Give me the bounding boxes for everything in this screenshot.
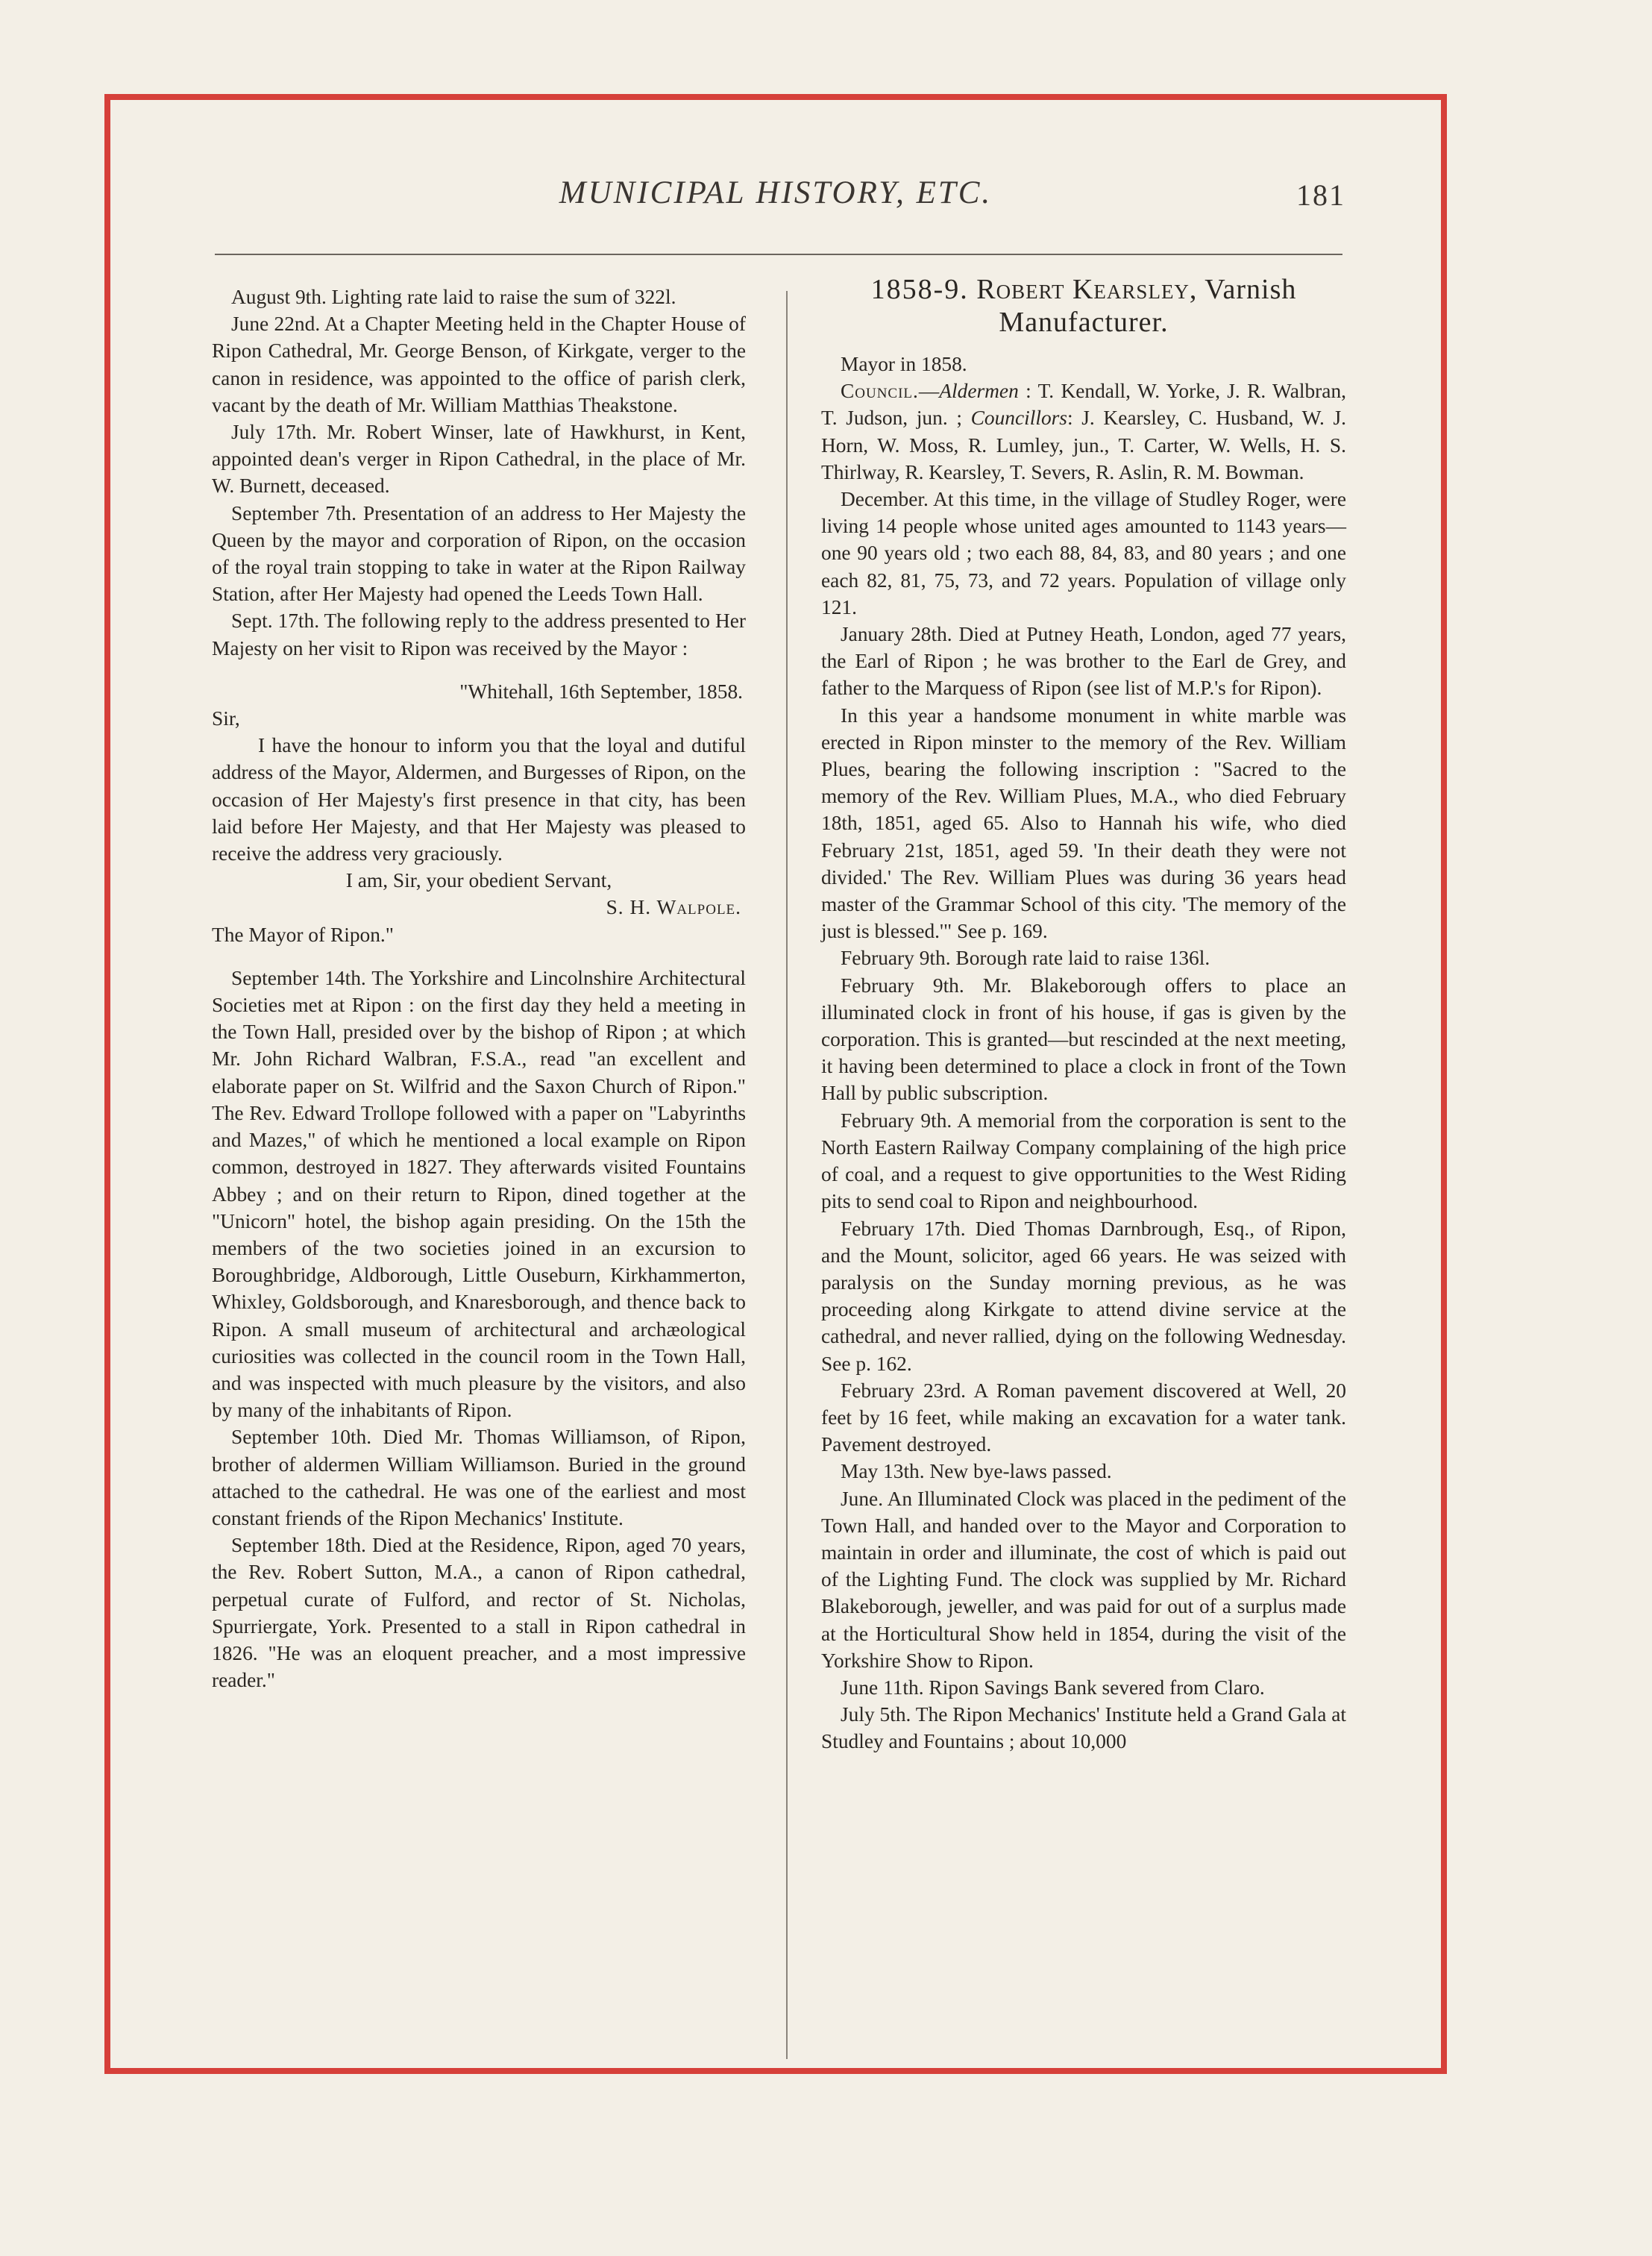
aldermen-label: Aldermen [939, 380, 1019, 403]
spacer [212, 662, 746, 678]
paragraph-february-9-clock: February 9th. Mr. Blakeborough offers to place an illuminated clock in front of his house, if gas is given by the corporation. This is granted—but rescinded at the next meeting, it having been determined to place a clock in front of the Town Hall by public subscription. [821, 974, 1346, 1105]
paragraph-september-10: September 10th. Died Mr. Thomas Williamson, of Ripon, brother of aldermen William Williamson. Buried in the ground attached to the cathedral. He was one of the earliest and most constant friends of the Ripon Mechanics' Institute. [212, 1426, 746, 1529]
paragraph-january-28: January 28th. Died at Putney Heath, London, aged 77 years, the Earl of Ripon ; he was brother to the Earl de Grey, and father to the Marquess of Ripon (see list of M.P.'s for Ripon). [821, 623, 1346, 700]
paragraph-september-7: September 7th. Presentation of an address to Her Majesty the Queen by the mayor and corporation of Ripon, on the occasion of the royal train stopping to take in water at the Ripon Railway Station, after Her Majesty had opened the Leeds Town Hall. [212, 501, 746, 606]
paragraph-february-23: February 23rd. A Roman pavement discovered at Well, 20 feet by 16 feet, while making an excavation for a water tank. Pavement destroyed. [821, 1379, 1346, 1456]
paragraph-council [821, 377, 1346, 486]
header-rule-left [215, 254, 849, 255]
paragraph-june-22: June 22nd. At a Chapter Meeting held in the Chapter House of Ripon Cathedral, Mr. George Benson, of Kirkgate, verger to the canon in residence, was appointed to the office of parish clerk, vacant by the death of Mr. William Matthias Theakstone. [212, 313, 746, 416]
councillors-label: Councillors [970, 407, 1067, 430]
entry-name: Robert Kearsley, [976, 274, 1198, 305]
paragraph-february-9-memorial: February 9th. A memorial from the corporation is sent to the North Eastern Railway Company complaining of the high price of coal, and a request to give opportunities to the West Riding pits to send coal to Ripon and neighbourhood. [821, 1109, 1346, 1213]
aldermen-list: : T. Kendall, W. Yorke, J. R. Walbran, T. Judson, jun. ; [821, 380, 1346, 430]
entry-year: 1858-9. [870, 274, 969, 305]
spacer [212, 948, 746, 965]
page-number: 181 [1296, 178, 1345, 212]
letter-closing: I am, Sir, your obedient Servant, [345, 869, 612, 892]
paragraph-august-9: August 9th. Lighting rate laid to raise the sum of 322l. [231, 286, 676, 308]
paragraph-september-14: September 14th. The Yorkshire and Lincolnshire Architectural Societies met at Ripon : on the first day they held a meeting in the Town Hall, presided over by the bishop of Ripon ; at which Mr. John Richard Walbran, F.S.A., read "an excellent and elaborate paper on St. Wilfrid and the Saxon Church of Ripon." The Rev. Edward Trollope followed with a paper on "Labyrinths and Mazes," of which he mentioned a local example on Ripon common, destroyed in 1827. They afterwards visited Fountains Abbey ; and on their return to Ripon, dined together at the "Unicorn" hotel, the bishop again presiding. On the 15th the members of the two societies joined in an excursion to Boroughbridge, Aldborough, Little Ouseburn, Kirkhammerton, Whixley, Goldsborough, and Knaresborough, and thence back to Ripon. A small museum of architectural and archæological curiosities was collected in the council room in the Town Hall, and was inspected with much pleasure by the visitors, and also by many of the inhabitants of Ripon. [212, 966, 746, 1422]
letter-salutation: Sir, [212, 707, 240, 730]
paragraph-june-11: June 11th. Ripon Savings Bank severed from Claro. [841, 1676, 1265, 1699]
column-divider [786, 291, 788, 2059]
entry-occupation: Varnish Manufacturer. [999, 274, 1297, 338]
letter-signature: S. H. Walpole. [606, 896, 741, 919]
paragraph-sept-17: Sept. 17th. The following reply to the address presented to Her Majesty on her visit to Ripon was received by the Mayor : [212, 610, 746, 659]
paragraph-may-13: May 13th. New bye-laws passed. [841, 1460, 1112, 1483]
right-column [821, 274, 1347, 1755]
councillors-list: : J. Kearsley, C. Husband, W. J. Horn, W. Moss, R. Lumley, jun., T. Carter, W. Wells, H. S. Thirlway, R. Kearsley, T. Severs, R. Aslin, R. M. Bowman. [821, 407, 1347, 483]
letter-body: I have the honour to inform you that the loyal and dutiful address of the Mayor, Aldermen, and Burgesses of Ripon, on the occasion of Her Majesty's first presence in that city, has been laid before Her Majesty, and that Her Majesty was pleased to receive the address very graciously. [212, 734, 746, 865]
paragraph-february-17: February 17th. Died Thomas Darnbrough, Esq., of Ripon, and the Mount, solicitor, aged 66 years. He was seized with paralysis on the Sunday morning previous, as he was proceeding along Kirkgate to attend divine service at the cathedral, and never rallied, dying on the following Wednesday. See p. 162. [821, 1217, 1346, 1375]
council-label: Council. [841, 380, 919, 403]
left-column [212, 283, 746, 1693]
paragraph-december: December. At this time, in the village of Studley Roger, were living 14 people whose united ages amounted to 1143 years—one 90 years old ; two each 88, 84, 83, and 80 years ; and one each 82, 81, 75, 73, and 72 years. Population of village only 121. [821, 488, 1346, 618]
paragraph-september-18: September 18th. Died at the Residence, Ripon, aged 70 years, the Rev. Robert Sutton, M.A., a canon of Ripon cathedral, perpetual curate of Fulford, and rector of St. Nicholas, Spurriergate, York. Presented to a stall in Ripon cathedral in 1826. "He was an eloquent preacher, and a most impressive reader." [212, 1534, 746, 1692]
paragraph-mayor: Mayor in 1858. [841, 353, 967, 375]
letter-addressee: The Mayor of Ripon." [212, 923, 394, 946]
paragraph-february-9-rate: February 9th. Borough rate laid to raise 136l. [841, 947, 1210, 970]
council-dash: — [918, 380, 940, 403]
running-head: MUNICIPAL HISTORY, ETC. [559, 175, 993, 210]
header-rule-right [823, 254, 1342, 255]
letter-dateline: "Whitehall, 16th September, 1858. [459, 680, 743, 703]
paragraph-july-17: July 17th. Mr. Robert Winser, late of Hawkhurst, in Kent, appointed dean's verger in Ripon Cathedral, in the place of Mr. W. Burnett, deceased. [212, 421, 746, 498]
paragraph-july-5: July 5th. The Ripon Mechanics' Institute held a Grand Gala at Studley and Fountains ; about 10,000 [821, 1703, 1346, 1753]
paragraph-june: June. An Illuminated Clock was placed in the pediment of the Town Hall, and handed over to the Mayor and Corporation to maintain in order and illuminate, the cost of which is paid out of the Lighting Fund. The clock was supplied by Mr. Richard Blakeborough, jeweller, and was paid for out of a surplus made at the Horticultural Show held in 1854, during the visit of the Yorkshire Show to Ripon. [821, 1487, 1346, 1672]
mayor-entry-title [821, 273, 1346, 339]
page-border-frame [104, 94, 1447, 2074]
paragraph-monument: In this year a handsome monument in white marble was erected in Ripon minster to the memory of the Rev. William Plues, bearing the following inscription : "Sacred to the memory of the Rev. William Plues, M.A., who died February 18th, 1851, aged 65. Also to Hannah his wife, who died February 21st, 1851, aged 59. 'In their death they were not divided.' The Rev. William Plues was during 36 years head master of the Grammar School of this city. 'The memory of the just is blessed.'" See p. 169. [821, 704, 1346, 943]
